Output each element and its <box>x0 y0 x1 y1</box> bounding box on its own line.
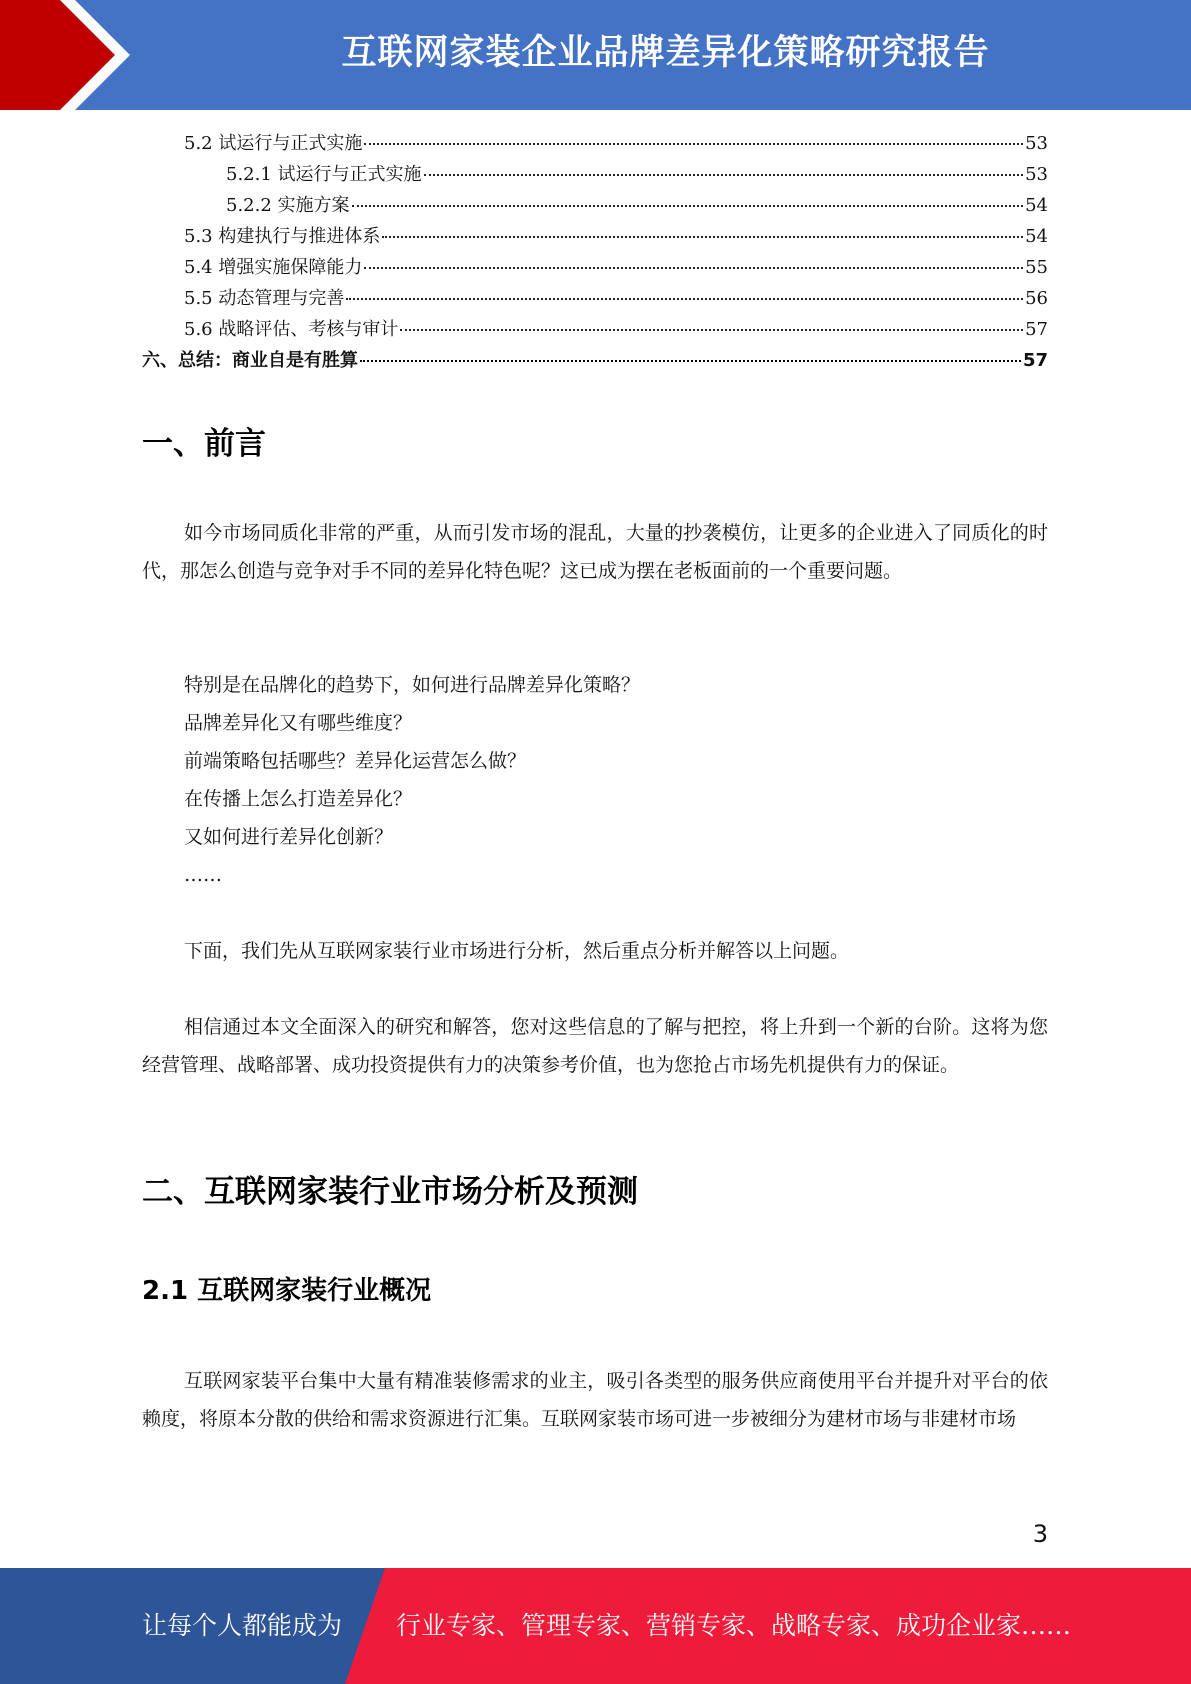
document-title: 互联网家装企业品牌差异化策略研究报告 <box>341 33 990 73</box>
toc-entry[interactable] <box>142 191 1048 222</box>
toc-leader-dots <box>346 298 1023 300</box>
list-item: 品牌差异化又有哪些维度？ <box>184 712 413 734</box>
toc-leader-dots <box>364 267 1023 269</box>
paragraph: 下面，我们先从互联网家装行业市场进行分析，然后重点分析并解答以上问题。 <box>184 940 850 962</box>
toc-leader-dots <box>382 236 1023 238</box>
toc-entry-page: 56 <box>1025 288 1048 309</box>
page-number: 3 <box>1032 1520 1048 1548</box>
toc-entry-title: 5.2.1 试运行与正式实施 <box>226 164 422 185</box>
question-list <box>184 666 640 894</box>
toc-entry[interactable] <box>142 346 1048 377</box>
toc-entry-page: 54 <box>1025 195 1048 216</box>
paragraph: 相信通过本文全面深入的研究和解答，您对这些信息的了解与把控，将上升到一个新的台阶。这将为您经营管理、战略部署、成功投资提供有力的决策参考价值，也为您抢占市场先机提供有力的保证。 <box>142 1016 1048 1076</box>
toc-entry-title: 5.4 增强实施保障能力 <box>184 257 363 278</box>
toc-entry[interactable] <box>142 253 1048 284</box>
toc-entry-page: 53 <box>1025 164 1048 185</box>
toc-entry-title: 5.2.2 实施方案 <box>226 195 350 216</box>
toc-leader-dots <box>400 329 1023 331</box>
toc-entry[interactable] <box>142 160 1048 191</box>
toc-entry-page: 57 <box>1022 350 1048 371</box>
toc-entry-title: 六、总结：商业自是有胜算 <box>142 350 358 371</box>
toc-leader-dots <box>352 205 1024 207</box>
list-item: 又如何进行差异化创新？ <box>184 826 394 848</box>
toc-entry-title: 5.3 构建执行与推进体系 <box>184 226 381 247</box>
subsection-heading: 2.1 互联网家装行业概况 <box>142 1276 432 1306</box>
toc-leader-dots <box>364 143 1023 145</box>
section-heading: 二、互联网家装行业市场分析及预测 <box>142 1174 638 1210</box>
toc-entry[interactable] <box>142 315 1048 346</box>
toc-entry[interactable] <box>142 222 1048 253</box>
toc-entry-page: 55 <box>1025 257 1048 278</box>
toc-entry[interactable] <box>142 284 1048 315</box>
toc-entry-title: 5.5 动态管理与完善 <box>184 288 345 309</box>
paragraph: 互联网家装平台集中大量有精准装修需求的业主，吸引各类型的服务供应商使用平台并提升对平台的依赖度，将原本分散的供给和需求资源进行汇集。互联网家装市场可进一步被细分为建材市场与非建材市场 <box>142 1370 1048 1430</box>
list-item: 特别是在品牌化的趋势下，如何进行品牌差异化策略？ <box>184 674 641 696</box>
footer-slogan-right: 行业专家、管理专家、营销专家、战略专家、成功企业家…… <box>396 1611 1072 1640</box>
toc-entry-page: 57 <box>1025 319 1048 340</box>
list-item: …… <box>184 864 222 886</box>
list-item: 在传播上怎么打造差异化？ <box>184 788 413 810</box>
toc-entry-page: 53 <box>1025 133 1048 154</box>
header-banner <box>0 0 1191 110</box>
table-of-contents <box>142 129 1048 377</box>
section-heading: 一、前言 <box>142 426 266 462</box>
toc-leader-dots <box>360 360 1021 362</box>
paragraph: 如今市场同质化非常的严重，从而引发市场的混乱，大量的抄袭模仿，让更多的企业进入了同质化的时代，那怎么创造与竞争对手不同的差异化特色呢？这已成为摆在老板面前的一个重要问题。 <box>142 522 1048 582</box>
toc-entry-title: 5.6 战略评估、考核与审计 <box>184 319 399 340</box>
footer-banner <box>0 1568 1191 1684</box>
toc-leader-dots <box>424 174 1024 176</box>
toc-entry[interactable] <box>142 129 1048 160</box>
toc-entry-page: 54 <box>1025 226 1048 247</box>
toc-entry-title: 5.2 试运行与正式实施 <box>184 133 363 154</box>
list-item: 前端策略包括哪些？差异化运营怎么做？ <box>184 750 527 772</box>
footer-slogan-left: 让每个人都能成为 <box>142 1611 343 1640</box>
